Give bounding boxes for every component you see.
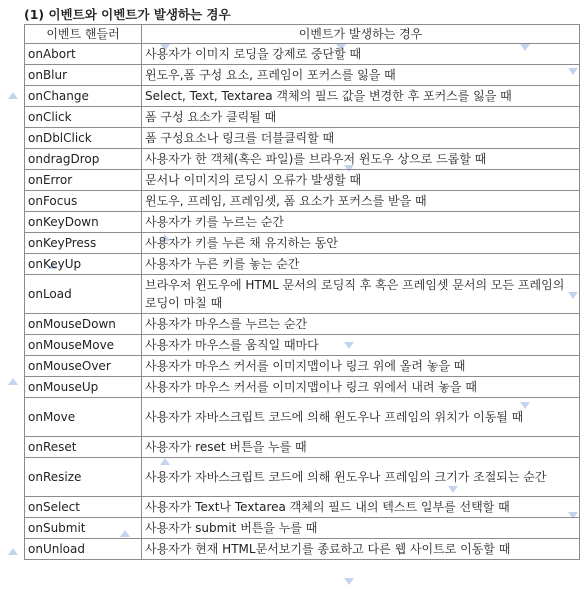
table-row	[25, 128, 580, 149]
table-row	[25, 65, 580, 86]
event-name-cell: onSubmit	[25, 518, 142, 539]
table-row	[25, 212, 580, 233]
event-desc-cell: 윈도우,폼 구성 요소, 프레임이 포커스를 잃을 때	[142, 65, 580, 86]
table-row	[25, 437, 580, 458]
event-desc-cell: 브라우저 윈도우에 HTML 문서의 로딩직 후 혹은 프레임셋 문서의 모든 프레임의 로딩이 마칠 때	[142, 275, 580, 314]
table-row	[25, 44, 580, 65]
event-name-cell: onKeyUp	[25, 254, 142, 275]
event-desc-cell: 사용자가 한 객체(혹은 파일)를 브라우저 윈도우 상으로 드롭할 때	[142, 149, 580, 170]
event-name-cell: onClick	[25, 107, 142, 128]
arrow-down-icon	[344, 578, 354, 585]
event-desc-cell: 사용자가 Text나 Textarea 객체의 필드 내의 텍스트 일부를 선택할 때	[142, 497, 580, 518]
event-name-cell: onMouseUp	[25, 377, 142, 398]
event-name-cell: onChange	[25, 86, 142, 107]
table-row	[25, 191, 580, 212]
arrow-up-icon	[8, 92, 18, 99]
event-desc-cell: 사용자가 이미지 로딩을 강제로 중단할 때	[142, 44, 580, 65]
table-row	[25, 518, 580, 539]
table-row	[25, 539, 580, 560]
event-name-cell: onReset	[25, 437, 142, 458]
event-name-cell: onLoad	[25, 275, 142, 314]
event-name-cell: onDblClick	[25, 128, 142, 149]
event-desc-cell: 사용자가 자바스크립트 코드에 의해 윈도우나 프레임의 크기가 조절되는 순간	[142, 458, 580, 497]
table-row	[25, 458, 580, 497]
event-name-cell: onSelect	[25, 497, 142, 518]
table-row	[25, 335, 580, 356]
event-desc-cell: 사용자가 마우스를 누르는 순간	[142, 314, 580, 335]
event-name-cell: onFocus	[25, 191, 142, 212]
event-name-cell: ondragDrop	[25, 149, 142, 170]
event-desc-cell: 사용자가 submit 버튼을 누를 때	[142, 518, 580, 539]
table-row	[25, 107, 580, 128]
event-table	[24, 24, 580, 560]
event-name-cell: onMouseOver	[25, 356, 142, 377]
table-row	[25, 398, 580, 437]
table-row	[25, 86, 580, 107]
table-row	[25, 314, 580, 335]
table-row	[25, 377, 580, 398]
event-desc-cell: 사용자가 마우스를 움직일 때마다	[142, 335, 580, 356]
event-desc-cell: 사용자가 마우스 커서를 이미지맵이나 링크 위에서 내려 놓을 때	[142, 377, 580, 398]
table-row	[25, 233, 580, 254]
column-header-occurrence: 이벤트가 발생하는 경우	[142, 25, 580, 44]
table-row	[25, 149, 580, 170]
column-header-handler: 이벤트 핸들러	[25, 25, 142, 44]
arrow-up-icon	[8, 378, 18, 385]
table-row	[25, 170, 580, 191]
event-name-cell: onKeyDown	[25, 212, 142, 233]
arrow-up-icon	[8, 548, 18, 555]
event-name-cell: onResize	[25, 458, 142, 497]
event-desc-cell: 문서나 이미지의 로딩시 오류가 발생할 때	[142, 170, 580, 191]
event-desc-cell: 사용자가 누른 키를 놓는 순간	[142, 254, 580, 275]
event-name-cell: onMouseDown	[25, 314, 142, 335]
event-desc-cell: 사용자가 현재 HTML문서보기를 종료하고 다른 웹 사이트로 이동할 때	[142, 539, 580, 560]
event-desc-cell: 사용자가 마우스 커서를 이미지맵이나 링크 위에 올려 놓을 때	[142, 356, 580, 377]
event-name-cell: onKeyPress	[25, 233, 142, 254]
event-name-cell: onBlur	[25, 65, 142, 86]
table-row	[25, 497, 580, 518]
event-desc-cell: 사용자가 키를 누른 채 유지하는 동안	[142, 233, 580, 254]
table-row	[25, 275, 580, 314]
event-desc-cell: 사용자가 reset 버튼을 누를 때	[142, 437, 580, 458]
table-header-row	[25, 25, 580, 44]
event-desc-cell: 사용자가 키를 누르는 순간	[142, 212, 580, 233]
event-desc-cell: 사용자가 자바스크립트 코드에 의해 윈도우나 프레임의 위치가 이동될 때	[142, 398, 580, 437]
event-desc-cell: 폼 구성요소나 링크를 더블클릭할 때	[142, 128, 580, 149]
event-name-cell: onError	[25, 170, 142, 191]
event-desc-cell: Select, Text, Textarea 객체의 필드 값을 변경한 후 포커스를 잃을 때	[142, 86, 580, 107]
event-name-cell: onAbort	[25, 44, 142, 65]
table-row	[25, 254, 580, 275]
event-desc-cell: 폼 구성 요소가 클릭될 때	[142, 107, 580, 128]
table-row	[25, 356, 580, 377]
page-title: (1) 이벤트와 이벤트가 발생하는 경우	[24, 7, 231, 22]
event-name-cell: onUnload	[25, 539, 142, 560]
event-desc-cell: 윈도우, 프레임, 프레임셋, 폼 요소가 포커스를 받을 때	[142, 191, 580, 212]
event-name-cell: onMouseMove	[25, 335, 142, 356]
event-name-cell: onMove	[25, 398, 142, 437]
